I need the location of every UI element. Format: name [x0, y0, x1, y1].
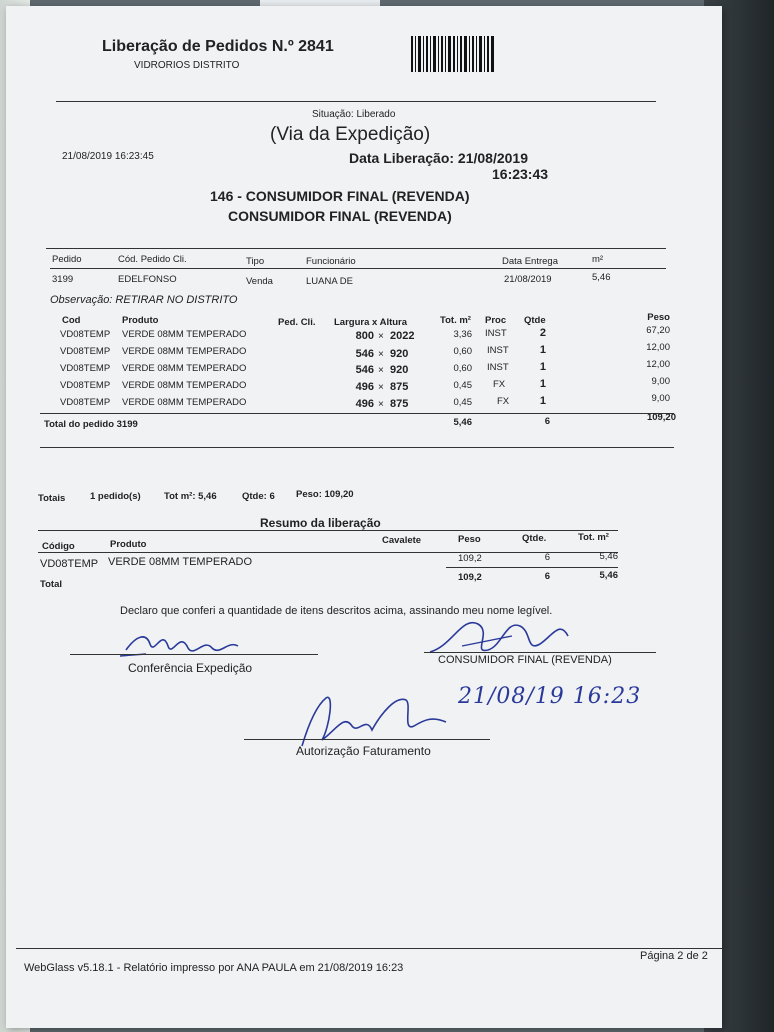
row-x: ×	[378, 399, 384, 410]
val-data-entrega: 21/08/2019	[504, 274, 552, 285]
resumo-col-peso: Peso	[458, 534, 481, 545]
resumo-row-qtde: 6	[544, 552, 550, 563]
items-col-tot-m2: Tot. m²	[440, 315, 471, 326]
consumidor-rule	[424, 652, 656, 653]
val-tipo: Venda	[246, 276, 273, 287]
row-cod: VD08TEMP	[60, 363, 111, 374]
row-qtde: 1	[539, 395, 546, 407]
totais-pedidos: 1 pedido(s)	[90, 491, 141, 502]
row-proc: INST	[487, 362, 509, 373]
order-mid-rule	[50, 268, 666, 269]
resumo-col-tot-m2: Tot. m²	[578, 532, 609, 543]
row-largura: 496	[355, 398, 374, 410]
row-altura: 920	[390, 348, 409, 360]
col-m2: m²	[592, 254, 604, 265]
items-total-tot-m2: 5,46	[453, 417, 472, 428]
row-cod: VD08TEMP	[60, 329, 111, 340]
data-liberacao: Data Liberação: 21/08/2019	[349, 150, 528, 166]
observacao: Observação: RETIRAR NO DISTRITO	[50, 294, 238, 306]
cliente-line1: 146 - CONSUMIDOR FINAL (REVENDA)	[210, 188, 470, 204]
items-col-cod: Cod	[62, 315, 81, 326]
items-col-peso: Peso	[647, 312, 670, 323]
declaracao-text: Declaro que conferi a quantidade de itens descritos acima, assinando meu nome legível.	[120, 605, 553, 617]
barcode	[411, 36, 495, 72]
resumo-col-produto: Produto	[110, 539, 147, 550]
row-largura: 546	[355, 364, 374, 376]
row-tot-m2: 0,60	[453, 346, 472, 357]
company-name: VIDRORIOS DISTRITO	[134, 60, 240, 71]
totais-tot-m2: Tot m²: 5,46	[164, 491, 217, 502]
row-x: ×	[378, 349, 384, 360]
row-peso: 12,00	[646, 342, 670, 353]
resumo-col-cavalete: Cavalete	[382, 535, 422, 546]
row-qtde: 1	[539, 378, 546, 390]
totais-peso: Peso: 109,20	[296, 489, 354, 500]
col-cod-cli: Cód. Pedido Cli.	[118, 254, 187, 265]
row-x: ×	[378, 382, 384, 393]
row-cod: VD08TEMP	[60, 397, 111, 408]
footer-rule	[16, 948, 722, 949]
items-total-rule	[40, 413, 674, 414]
header-rule	[56, 101, 656, 102]
row-largura: 546	[355, 348, 374, 360]
totais-qtde: Qtde: 6	[242, 491, 275, 502]
resumo-col-qtde: Qtde.	[522, 533, 547, 544]
signature-conferencia	[116, 618, 246, 662]
val-cod-cli: EDELFONSO	[118, 274, 177, 285]
resumo-row-codigo: VD08TEMP	[40, 558, 99, 570]
cliente-line2: CONSUMIDOR FINAL (REVENDA)	[228, 208, 452, 224]
handwritten-date: 21/08/19 16:23	[458, 684, 642, 709]
row-largura: 800	[355, 330, 374, 342]
col-tipo: Tipo	[246, 256, 265, 267]
via-expedicao: (Via da Expedição)	[270, 124, 431, 145]
items-col-produto: Produto	[122, 315, 159, 326]
resumo-total-peso: 109,2	[458, 572, 482, 583]
val-m2: 5,46	[592, 272, 611, 283]
items-total-peso: 109,20	[646, 412, 676, 423]
items-col-proc: Proc	[485, 315, 507, 326]
row-proc: FX	[493, 379, 506, 390]
val-pedido: 3199	[52, 274, 74, 285]
row-proc: INST	[485, 328, 507, 339]
row-altura: 920	[390, 364, 409, 376]
conferencia-label: Conferência Expedição	[128, 661, 253, 675]
order-top-rule	[46, 248, 666, 249]
resumo-total-tot-m2: 5,46	[599, 570, 618, 581]
hora-liberacao: 16:23:43	[492, 166, 549, 182]
items-bottom-rule	[40, 447, 674, 448]
resumo-total-label: Total	[40, 579, 62, 590]
row-peso: 67,20	[646, 325, 670, 336]
col-pedido: Pedido	[52, 254, 82, 265]
items-total-label: Total do pedido 3199	[44, 419, 138, 430]
row-produto: VERDE 08MM TEMPERADO	[122, 346, 247, 357]
row-qtde: 1	[539, 344, 546, 356]
col-funcionario: Funcionário	[306, 256, 356, 267]
document-title: Liberação de Pedidos N.º 2841	[102, 38, 334, 55]
items-col-qtde: Qtde	[524, 315, 546, 326]
resumo-row-produto: VERDE 08MM TEMPERADO	[108, 556, 253, 568]
situacao: Situação: Liberado	[312, 109, 396, 120]
val-funcionario: LUANA DE	[306, 276, 353, 287]
autorizacao-label: Autorização Faturamento	[296, 744, 431, 758]
document-page	[6, 6, 722, 1028]
row-peso: 12,00	[646, 359, 670, 370]
resumo-row-tot-m2: 5,46	[599, 551, 618, 562]
row-peso: 9,00	[651, 393, 670, 404]
consumidor-label: CONSUMIDOR FINAL (REVENDA)	[438, 654, 612, 666]
resumo-title: Resumo da liberação	[260, 516, 381, 530]
row-qtde: 2	[539, 327, 546, 339]
print-datetime: 21/08/2019 16:23:45	[62, 151, 154, 162]
row-produto: VERDE 08MM TEMPERADO	[122, 397, 247, 408]
row-altura: 875	[390, 381, 409, 393]
row-proc: INST	[487, 345, 509, 356]
row-tot-m2: 0,45	[453, 397, 472, 408]
row-produto: VERDE 08MM TEMPERADO	[122, 363, 247, 374]
row-peso: 9,00	[651, 376, 670, 387]
row-tot-m2: 3,36	[453, 329, 472, 340]
footer-page: Página 2 de 2	[640, 950, 708, 962]
resumo-total-rule	[446, 567, 618, 568]
resumo-top-rule	[38, 530, 618, 531]
row-tot-m2: 0,60	[453, 363, 472, 374]
row-tot-m2: 0,45	[453, 380, 472, 391]
items-total-qtde: 6	[544, 416, 550, 427]
items-col-ped-cli: Ped. Cli.	[278, 317, 316, 328]
resumo-total-qtde: 6	[544, 571, 550, 582]
row-qtde: 1	[539, 361, 546, 373]
resumo-row-peso: 109,2	[458, 553, 482, 564]
row-produto: VERDE 08MM TEMPERADO	[122, 380, 247, 391]
row-x: ×	[378, 365, 384, 376]
totais-label: Totais	[38, 493, 66, 504]
footer-report: WebGlass v5.18.1 - Relatório impresso por ANA PAULA em 21/08/2019 16:23	[24, 962, 404, 974]
row-x: ×	[378, 331, 384, 342]
row-cod: VD08TEMP	[60, 346, 111, 357]
conferencia-rule	[70, 654, 318, 655]
row-altura: 2022	[390, 330, 415, 342]
resumo-col-codigo: Código	[42, 541, 75, 552]
autorizacao-rule	[244, 739, 490, 740]
row-proc: FX	[497, 396, 510, 407]
row-altura: 875	[390, 398, 409, 410]
col-data-entrega: Data Entrega	[502, 256, 558, 267]
row-cod: VD08TEMP	[60, 380, 111, 391]
row-produto: VERDE 08MM TEMPERADO	[122, 329, 247, 340]
items-col-larg-alt: Largura x Altura	[334, 317, 408, 328]
row-largura: 496	[355, 381, 374, 393]
resumo-mid-rule	[38, 552, 618, 553]
